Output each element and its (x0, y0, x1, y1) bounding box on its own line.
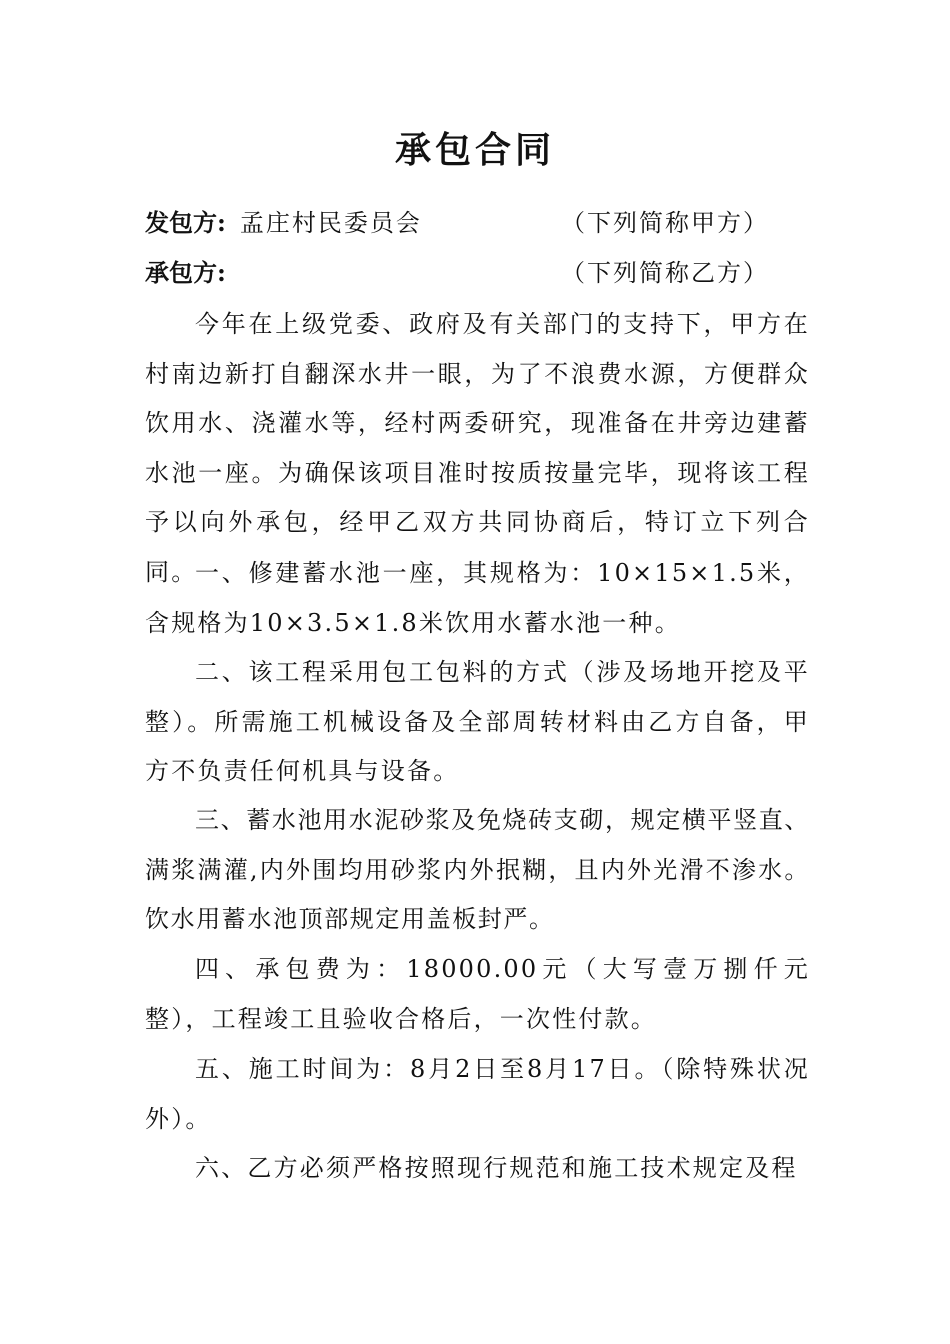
party-contractor (145, 253, 825, 293)
clause-3: 三、蓄水池用水泥砂浆及免烧砖支砌，规定横平竖直、满浆满灌,内外围均用砂浆内外抿糊，且内外光滑不渗水。饮水用蓄水池顶部规定用盖板封严。 (145, 806, 810, 933)
party-employer-label: 发包方: (145, 208, 226, 237)
clause-4: 四、承包费为：18000.00元（大写壹万捌仟元整），工程竣工且验收合格后，一次性付款。 (145, 955, 810, 1033)
document-title: 承包合同 (394, 129, 555, 171)
clause-6: 六、乙方必须严格按照现行规范和施工技术规定及程 (195, 1154, 798, 1182)
party-contractor-label: 承包方: (145, 258, 226, 287)
party-contractor-note: （下列简称乙方） (561, 259, 769, 287)
party-employer-value: 孟庄村民委员会 (239, 209, 422, 237)
clause-5: 五、施工时间为：8月2日至8月17日。（除特殊状况外）。 (145, 1055, 810, 1133)
clause-1: 一、修建蓄水池一座，其规格为：10×15×1.5米，含规格为10×3.5×1.8米饮用水蓄水池一种。 (145, 559, 810, 637)
party-employer (145, 203, 825, 243)
party-employer-note: （下列简称甲方） (561, 209, 769, 237)
clause-2: 二、该工程采用包工包料的方式（涉及场地开挖及平整）。所需施工机械设备及全部周转材料由乙方自备，甲方不负责任何机具与设备。 (145, 658, 810, 785)
paragraph-intro: 今年在上级党委、政府及有关部门的支持下，甲方在村南边新打自翻深水井一眼，为了不浪费水源，方便群众饮用水、浇灌水等，经村两委研究，现准备在井旁边建蓄水池一座。为确保该项目准时按质按量完毕，现将该工程予以向外承包，经甲乙双方共同协商后，特订立下列合同。 (145, 310, 810, 586)
